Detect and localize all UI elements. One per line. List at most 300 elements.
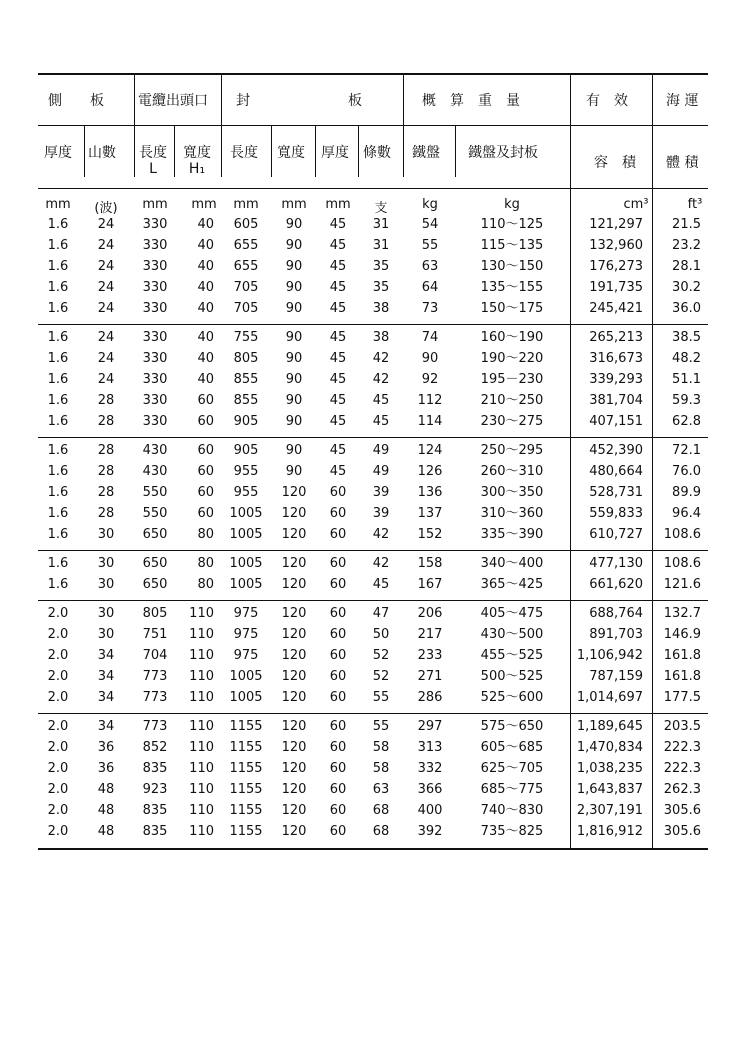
table-cell: 203.5 [663, 719, 701, 734]
table-cell: 120 [281, 782, 307, 797]
table-cell: 36 [97, 761, 115, 776]
table-cell: 68 [372, 824, 390, 839]
table-cell: 704 [142, 648, 168, 663]
col-divider [271, 125, 272, 177]
table-cell: 855 [233, 372, 259, 387]
table-cell: 110 [189, 627, 214, 642]
table-cell: 366 [417, 782, 443, 797]
table-cell: 407,151 [589, 414, 643, 429]
table-cell: 1.6 [47, 464, 69, 479]
table-cell: 2.0 [47, 627, 69, 642]
table-cell: 430～500 [480, 627, 544, 642]
table-cell: 110 [189, 824, 214, 839]
table-cell: 45 [329, 464, 347, 479]
table-cell: 90 [285, 443, 303, 458]
table-cell: 40 [197, 259, 214, 274]
table-cell: 68 [372, 803, 390, 818]
table-cell: 1.6 [47, 393, 69, 408]
table-cell: 120 [281, 627, 307, 642]
table-cell: 60 [329, 740, 347, 755]
table-cell: 330 [142, 217, 168, 232]
header-plate-thickness: 厚度 [321, 145, 349, 161]
table-row [38, 281, 708, 301]
table-cell: 108.6 [663, 527, 701, 542]
table-cell: 137 [417, 506, 443, 521]
header-width [179, 145, 215, 177]
table-cell: 1005 [229, 527, 263, 542]
unit-label: mm [281, 197, 307, 212]
table-cell: 40 [197, 280, 214, 295]
table-cell: 60 [329, 506, 347, 521]
table-cell: 120 [281, 719, 307, 734]
table-cell: 35 [372, 280, 390, 295]
table-cell: 787,159 [589, 669, 643, 684]
header-effective: 有 效 [586, 93, 628, 109]
table-cell: 45 [329, 372, 347, 387]
table-cell: 120 [281, 506, 307, 521]
table-cell: 120 [281, 761, 307, 776]
table-cell: 271 [417, 669, 443, 684]
table-cell: 45 [329, 280, 347, 295]
table-cell: 40 [197, 351, 214, 366]
table-row [38, 507, 708, 527]
table-cell: 365～425 [480, 577, 544, 592]
table-cell: 1155 [229, 803, 263, 818]
table-cell: 1155 [229, 824, 263, 839]
table-row [38, 528, 708, 548]
table-cell: 210～250 [480, 393, 544, 408]
table-cell: 452,390 [589, 443, 643, 458]
table-cell: 63 [372, 782, 390, 797]
table-cell: 112 [417, 393, 443, 408]
table-cell: 217 [417, 627, 443, 642]
table-cell: 90 [285, 238, 303, 253]
table-cell: 60 [197, 485, 214, 500]
table-cell: 655 [233, 259, 259, 274]
unit-label: mm [191, 197, 217, 212]
table-cell: 316,673 [589, 351, 643, 366]
table-cell: 455～525 [480, 648, 544, 663]
table-cell: 286 [417, 690, 443, 705]
table-cell: 110 [189, 761, 214, 776]
table-cell: 177.5 [663, 690, 701, 705]
group-divider [38, 437, 708, 438]
col-divider [403, 73, 404, 177]
header-iron-tray: 鐵盤 [412, 145, 440, 161]
header-length-symbol: L [149, 161, 157, 178]
table-cell: 45 [329, 259, 347, 274]
table-cell: 90 [285, 351, 303, 366]
table-cell: 110 [189, 669, 214, 684]
table-cell: 1155 [229, 782, 263, 797]
table-row [38, 783, 708, 803]
table-cell: 24 [97, 330, 115, 345]
table-cell: 110 [189, 782, 214, 797]
table-cell: 2.0 [47, 719, 69, 734]
table-cell: 45 [329, 238, 347, 253]
table-cell: 330 [142, 351, 168, 366]
table-cell: 805 [142, 606, 168, 621]
table-row [38, 578, 708, 598]
col-divider [134, 73, 135, 177]
header-cable-outlet: 電纜出頭口 [138, 93, 208, 109]
table-cell: 90 [285, 372, 303, 387]
table-cell: 110～125 [480, 217, 544, 232]
table-cell: 90 [285, 217, 303, 232]
table-row [38, 239, 708, 259]
table-cell: 2.0 [47, 824, 69, 839]
table-cell: 60 [329, 627, 347, 642]
table-cell: 90 [285, 259, 303, 274]
table-cell: 120 [281, 824, 307, 839]
table-row [38, 804, 708, 824]
table-cell: 49 [372, 464, 390, 479]
table-cell: 42 [372, 556, 390, 571]
table-cell: 90 [421, 351, 439, 366]
header-thickness: 厚度 [44, 145, 72, 161]
table-cell: 40 [197, 238, 214, 253]
table-cell: 685～775 [480, 782, 544, 797]
table-cell: 28.1 [672, 259, 701, 274]
table-cell: 222.3 [663, 740, 701, 755]
table-cell: 92 [421, 372, 439, 387]
table-cell: 39 [372, 506, 390, 521]
table-cell: 60 [329, 824, 347, 839]
table-cell: 30 [97, 577, 115, 592]
table-cell: 222.3 [663, 761, 701, 776]
table-cell: 24 [97, 217, 115, 232]
header-plate-length: 長度 [230, 145, 258, 161]
table-cell: 31 [372, 238, 390, 253]
col-divider [84, 125, 85, 177]
table-cell: 310～360 [480, 506, 544, 521]
table-cell: 108.6 [663, 556, 701, 571]
table-cell: 1.6 [47, 259, 69, 274]
table-cell: 40 [197, 301, 214, 316]
table-cell: 132,960 [589, 238, 643, 253]
table-cell: 176,273 [589, 259, 643, 274]
header-volume-ship: 體 積 [666, 155, 699, 171]
table-cell: 1,643,837 [576, 782, 643, 797]
table-cell: 250～295 [480, 443, 544, 458]
table-cell: 2.0 [47, 648, 69, 663]
table-cell: 76.0 [672, 464, 701, 479]
table-cell: 2.0 [47, 740, 69, 755]
table-cell: 51.1 [672, 372, 701, 387]
unit-label: mm [45, 197, 71, 212]
header-sealing-plate: 封 板 [236, 93, 362, 109]
table-cell: 265,213 [589, 330, 643, 345]
table-cell: 40 [197, 330, 214, 345]
table-cell: 1.6 [47, 414, 69, 429]
table-row [38, 373, 708, 393]
table-cell: 1.6 [47, 238, 69, 253]
table-row [38, 394, 708, 414]
table-cell: 28 [97, 506, 115, 521]
table-cell: 45 [329, 351, 347, 366]
table-cell: 206 [417, 606, 443, 621]
table-cell: 1005 [229, 690, 263, 705]
table-cell: 605 [233, 217, 259, 232]
table-cell: 90 [285, 280, 303, 295]
table-cell: 339,293 [589, 372, 643, 387]
table-cell: 1155 [229, 740, 263, 755]
header-rule [38, 125, 708, 126]
table-cell: 120 [281, 556, 307, 571]
table-row [38, 465, 708, 485]
table-cell: 1.6 [47, 372, 69, 387]
table-cell: 330 [142, 330, 168, 345]
col-divider [174, 125, 175, 177]
table-cell: 90 [285, 464, 303, 479]
table-cell: 400 [417, 803, 443, 818]
table-cell: 63 [421, 259, 439, 274]
table-cell: 1.6 [47, 577, 69, 592]
table-cell: 45 [372, 577, 390, 592]
table-cell: 110 [189, 690, 214, 705]
col-divider [221, 73, 222, 177]
table-cell: 30 [97, 527, 115, 542]
table-cell: 2.0 [47, 669, 69, 684]
table-cell: 136 [417, 485, 443, 500]
table-cell: 330 [142, 238, 168, 253]
table-cell: 31 [372, 217, 390, 232]
table-cell: 2,307,191 [576, 803, 643, 818]
table-cell: 23.2 [672, 238, 701, 253]
table-cell: 39 [372, 485, 390, 500]
table-cell: 34 [97, 690, 115, 705]
table-cell: 297 [417, 719, 443, 734]
table-cell: 1005 [229, 669, 263, 684]
table-cell: 58 [372, 761, 390, 776]
table-cell: 305.6 [663, 824, 701, 839]
table-cell: 477,130 [589, 556, 643, 571]
table-cell: 260～310 [480, 464, 544, 479]
table-row [38, 649, 708, 669]
header-ridges: 山數 [88, 145, 116, 161]
table-cell: 30.2 [672, 280, 701, 295]
table-row [38, 691, 708, 711]
table-cell: 110 [189, 803, 214, 818]
table-row [38, 557, 708, 577]
table-cell: 48 [97, 803, 115, 818]
table-cell: 381,704 [589, 393, 643, 408]
table-cell: 60 [197, 443, 214, 458]
table-cell: 161.8 [663, 648, 701, 663]
table-cell: 64 [421, 280, 439, 295]
table-cell: 1005 [229, 556, 263, 571]
table-cell: 330 [142, 393, 168, 408]
table-cell: 1,106,942 [576, 648, 643, 663]
table-cell: 28 [97, 485, 115, 500]
table-cell: 262.3 [663, 782, 701, 797]
table-cell: 340～400 [480, 556, 544, 571]
table-cell: 191,735 [589, 280, 643, 295]
header-length-label: 長度 [139, 145, 167, 161]
table-cell: 36.0 [672, 301, 701, 316]
table-row [38, 825, 708, 845]
unit-label: 支 [374, 201, 388, 216]
table-cell: 48.2 [672, 351, 701, 366]
table-cell: 330 [142, 372, 168, 387]
units-rule [38, 188, 708, 189]
table-cell: 1.6 [47, 506, 69, 521]
group-divider [38, 713, 708, 714]
table-cell: 60 [197, 414, 214, 429]
table-cell: 2.0 [47, 690, 69, 705]
table-cell: 73 [421, 301, 439, 316]
table-cell: 96.4 [672, 506, 701, 521]
table-cell: 50 [372, 627, 390, 642]
table-cell: 625～705 [480, 761, 544, 776]
table-cell: 1.6 [47, 556, 69, 571]
table-cell: 773 [142, 690, 168, 705]
table-cell: 38 [372, 330, 390, 345]
table-cell: 34 [97, 719, 115, 734]
table-cell: 80 [197, 556, 214, 571]
table-cell: 500～525 [480, 669, 544, 684]
table-cell: 132.7 [663, 606, 701, 621]
unit-label: mm [325, 197, 351, 212]
table-cell: 1,189,645 [576, 719, 643, 734]
table-cell: 120 [281, 803, 307, 818]
table-cell: 60 [329, 803, 347, 818]
table-cell: 28 [97, 414, 115, 429]
table-cell: 72.1 [672, 443, 701, 458]
table-cell: 1155 [229, 761, 263, 776]
table-row [38, 486, 708, 506]
table-cell: 313 [417, 740, 443, 755]
table-cell: 230～275 [480, 414, 544, 429]
top-rule [38, 73, 708, 75]
table-cell: 124 [417, 443, 443, 458]
table-cell: 24 [97, 280, 115, 295]
table-row [38, 607, 708, 627]
table-cell: 661,620 [589, 577, 643, 592]
table-cell: 34 [97, 648, 115, 663]
table-cell: 62.8 [672, 414, 701, 429]
table-cell: 773 [142, 669, 168, 684]
table-cell: 30 [97, 627, 115, 642]
table-cell: 955 [233, 485, 259, 500]
header-count: 條數 [363, 145, 391, 161]
table-cell: 40 [197, 217, 214, 232]
table-cell: 905 [233, 414, 259, 429]
table-cell: 1.6 [47, 217, 69, 232]
group-divider [38, 324, 708, 325]
table-cell: 605～685 [480, 740, 544, 755]
table-cell: 120 [281, 577, 307, 592]
table-cell: 2.0 [47, 803, 69, 818]
table-cell: 40 [197, 372, 214, 387]
table-cell: 190～220 [480, 351, 544, 366]
table-cell: 90 [285, 414, 303, 429]
table-cell: 55 [421, 238, 439, 253]
table-cell: 110 [189, 606, 214, 621]
table-cell: 120 [281, 648, 307, 663]
table-cell: 42 [372, 351, 390, 366]
table-cell: 42 [372, 372, 390, 387]
table-cell: 330 [142, 414, 168, 429]
table-cell: 430 [142, 464, 168, 479]
table-cell: 1,816,912 [576, 824, 643, 839]
table-cell: 975 [233, 648, 259, 663]
table-cell: 975 [233, 627, 259, 642]
table-cell: 120 [281, 527, 307, 542]
table-cell: 80 [197, 527, 214, 542]
table-cell: 1.6 [47, 485, 69, 500]
table-cell: 923 [142, 782, 168, 797]
table-cell: 550 [142, 485, 168, 500]
table-cell: 60 [329, 719, 347, 734]
table-cell: 158 [417, 556, 443, 571]
table-cell: 59.3 [672, 393, 701, 408]
table-cell: 650 [142, 556, 168, 571]
table-cell: 740～830 [480, 803, 544, 818]
table-cell: 835 [142, 761, 168, 776]
table-cell: 2.0 [47, 761, 69, 776]
table-cell: 610,727 [589, 527, 643, 542]
table-cell: 735～825 [480, 824, 544, 839]
table-cell: 58 [372, 740, 390, 755]
table-cell: 45 [329, 217, 347, 232]
header-side-plate: 側 板 [48, 93, 104, 109]
table-cell: 755 [233, 330, 259, 345]
table-cell: 47 [372, 606, 390, 621]
table-row [38, 720, 708, 740]
table-cell: 45 [329, 301, 347, 316]
table-cell: 60 [329, 485, 347, 500]
table-cell: 330 [142, 259, 168, 274]
table-cell: 1,470,834 [576, 740, 643, 755]
col-divider [455, 125, 456, 177]
table-cell: 650 [142, 527, 168, 542]
table-cell: 30 [97, 606, 115, 621]
table-row [38, 444, 708, 464]
header-length [136, 145, 170, 177]
table-cell: 54 [421, 217, 439, 232]
table-cell: 525～600 [480, 690, 544, 705]
table-cell: 90 [285, 330, 303, 345]
table-cell: 152 [417, 527, 443, 542]
table-cell: 305.6 [663, 803, 701, 818]
unit-label: mm [142, 197, 168, 212]
table-cell: 110 [189, 648, 214, 663]
table-cell: 45 [329, 414, 347, 429]
table-row [38, 628, 708, 648]
table-cell: 55 [372, 690, 390, 705]
table-cell: 1155 [229, 719, 263, 734]
table-cell: 905 [233, 443, 259, 458]
table-cell: 49 [372, 443, 390, 458]
table-row [38, 260, 708, 280]
unit-label: kg [422, 197, 438, 212]
table-cell: 975 [233, 606, 259, 621]
table-cell: 135～155 [480, 280, 544, 295]
table-cell: 34 [97, 669, 115, 684]
table-cell: 130～150 [480, 259, 544, 274]
header-tray-and-plate: 鐵盤及封板 [468, 145, 538, 161]
table-cell: 45 [329, 330, 347, 345]
table-cell: 60 [329, 556, 347, 571]
table-cell: 60 [329, 782, 347, 797]
table-cell: 24 [97, 351, 115, 366]
header-volume: 容 積 [594, 155, 636, 171]
table-cell: 60 [197, 464, 214, 479]
table-cell: 45 [372, 414, 390, 429]
table-cell: 1.6 [47, 301, 69, 316]
table-cell: 1,014,697 [576, 690, 643, 705]
